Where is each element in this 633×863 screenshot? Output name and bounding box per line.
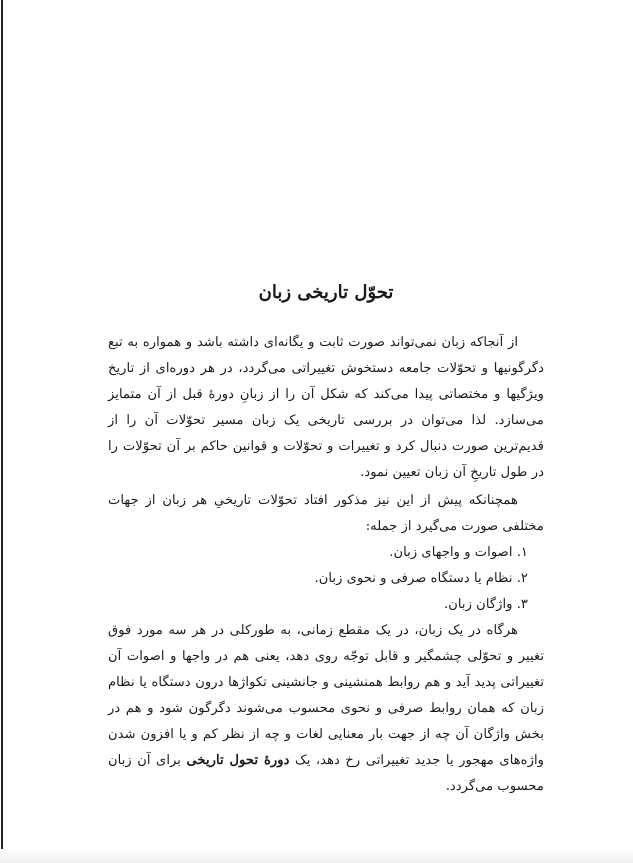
list-item: ۳. واژگان زبان. bbox=[444, 597, 528, 612]
conclusion-text-start: هرگاه در یک زبان، در یک مقطع زمانی، به طورکلی در هر سه مورد فوق تغییر و تحوّلی چشمگیر و قابل توجّه روی دهد، یعنی هم در واجها و اصوات آن تغییراتی پدید آید و هم روابط همنشینی و جانشینی تکواژها درون دستگاه یا نظام زبان که همان روابط صرفی و نحوی محسوب می‌شوند دگرگون شود و هم در بخش واژگان آن چه از جهت بار معنایی لغات و چه از نظر کم و یا افزون شدن واژه‌های مهجور یا جدید تغییراتی رخ دهد، یک bbox=[108, 623, 544, 768]
aspects-list bbox=[108, 540, 544, 618]
conclusion-text-end: برای آن زبان محسوب می‌گردد. bbox=[108, 753, 544, 794]
page-edge-line bbox=[1, 0, 3, 863]
list-item: ۱. اصوات و واجهای زبان. bbox=[389, 545, 528, 560]
paragraph-conclusion bbox=[108, 618, 544, 800]
bottom-shade bbox=[0, 849, 633, 863]
paragraph-aspects: همچنانکه پیش از این نیز مذکور افتاد تحوّلات تاریخیِ هر زبان از جهات مختلفی صورت می‌گیرد از جمله: bbox=[108, 493, 544, 534]
list-item: ۲. نظام یا دستگاه صرفی و نحوی زبان. bbox=[314, 571, 528, 586]
paragraph-intro: از آنجاکه زبان نمی‌تواند صورت ثابت و یگانه‌ای داشته باشد و همواره به تبع دگرگونیها و تحوّلات جامعه دستخوش تغییراتی می‌گردد، در هر دوره‌ای از تاریخ ویژگیها و مختصاتی پیدا می‌کند که شکل آن را از زبانِ دورهٔ قبل از آن متمایز می‌سازد. لذا می‌توان در بررسی تاریخی یک زبان مسیر تحوّلات آن را از قدیم‌ترین صورت دنبال کرد و تغییرات و تحوّلات و قوانین حاکم بر آن تحوّلات را در طول تاریخِ آن زبان تعیین نمود. bbox=[108, 335, 544, 480]
conclusion-bold-term: دورهٔ تحول تاریخی bbox=[186, 753, 290, 768]
page-title: تحوّل تاریخی زبان bbox=[258, 282, 394, 303]
article bbox=[108, 282, 544, 800]
